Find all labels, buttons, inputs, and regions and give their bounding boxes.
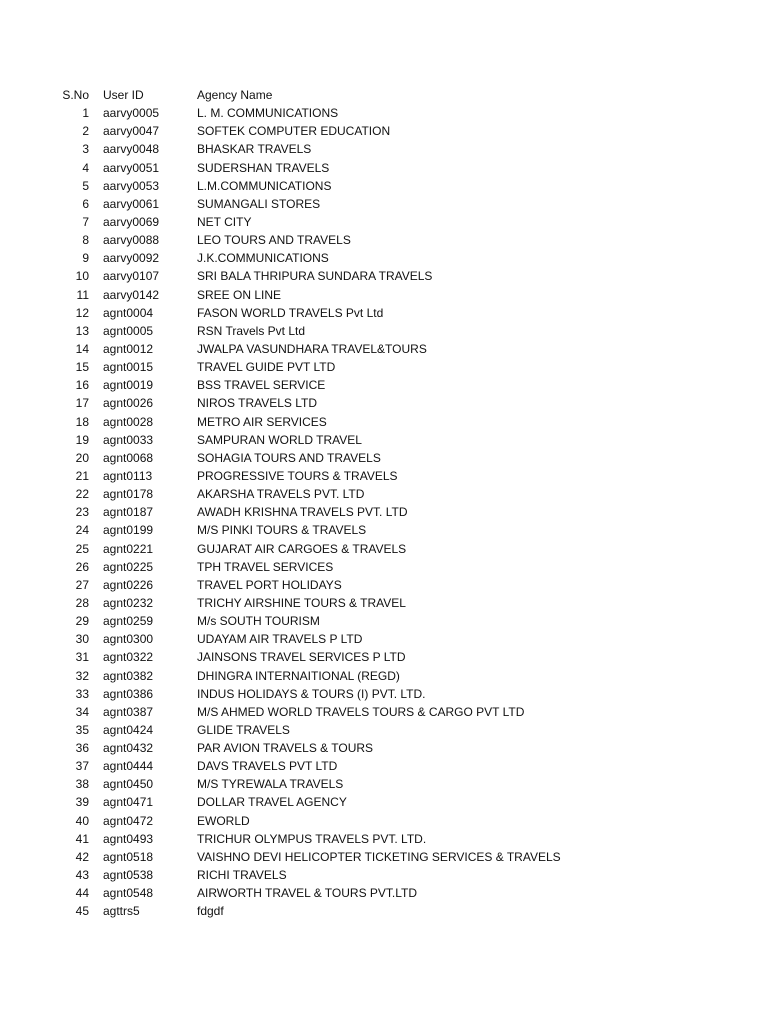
row-user-id: agnt0028 (103, 414, 154, 429)
table-row (0, 685, 768, 703)
row-user-id: aarvy0048 (103, 142, 160, 157)
row-agency-name: AIRWORTH TRAVEL & TOURS PVT.LTD (197, 886, 418, 901)
row-sno: 29 (75, 614, 89, 629)
table-row (0, 286, 768, 304)
row-sno: 26 (75, 559, 89, 574)
row-user-id: aarvy0092 (103, 251, 160, 266)
table-row (0, 358, 768, 376)
row-sno: 39 (75, 795, 89, 810)
row-sno: 35 (75, 722, 89, 737)
row-agency-name: DHINGRA INTERNAITIONAL (REGD) (197, 668, 400, 683)
row-user-id: agnt0004 (103, 305, 154, 320)
table-row (0, 431, 768, 449)
row-user-id: aarvy0142 (103, 287, 160, 302)
row-sno: 34 (75, 704, 89, 719)
row-sno: 18 (75, 414, 89, 429)
table-row (0, 902, 768, 920)
row-sno: 14 (75, 341, 89, 356)
row-user-id: agnt0068 (103, 450, 154, 465)
row-agency-name: SREE ON LINE (197, 287, 282, 302)
row-user-id: agnt0033 (103, 432, 154, 447)
row-user-id: agnt0226 (103, 577, 154, 592)
header-sno: S.No (62, 88, 89, 102)
row-user-id: agnt0387 (103, 704, 154, 719)
row-agency-name: BSS TRAVEL SERVICE (197, 378, 326, 393)
row-sno: 15 (75, 360, 89, 375)
row-user-id: agnt0322 (103, 650, 154, 665)
row-agency-name: METRO AIR SERVICES (197, 414, 327, 429)
row-user-id: agnt0259 (103, 614, 154, 629)
row-user-id: agnt0221 (103, 541, 154, 556)
table-row (0, 195, 768, 213)
row-user-id: agnt0300 (103, 632, 154, 647)
table-row (0, 812, 768, 830)
row-agency-name: PAR AVION TRAVELS & TOURS (197, 741, 374, 756)
row-user-id: agnt0450 (103, 777, 154, 792)
row-agency-name: TRICHY AIRSHINE TOURS & TRAVEL (197, 595, 406, 610)
row-agency-name: TRAVEL GUIDE PVT LTD (197, 360, 336, 375)
row-agency-name: SRI BALA THRIPURA SUNDARA TRAVELS (197, 269, 433, 284)
table-row (0, 376, 768, 394)
row-user-id: agnt0432 (103, 741, 154, 756)
table-row (0, 667, 768, 685)
row-agency-name: JAINSONS TRAVEL SERVICES P LTD (197, 650, 406, 665)
table-row (0, 485, 768, 503)
row-user-id: aarvy0107 (103, 269, 160, 284)
row-user-id: aarvy0047 (103, 124, 160, 139)
table-row (0, 830, 768, 848)
header-user-id: User ID (103, 88, 144, 102)
row-agency-name: NIROS TRAVELS LTD (197, 396, 318, 411)
row-sno: 16 (75, 378, 89, 393)
row-user-id: aarvy0069 (103, 214, 160, 229)
row-sno: 1 (82, 106, 89, 121)
row-agency-name: FASON WORLD TRAVELS Pvt Ltd (197, 305, 384, 320)
table-row (0, 612, 768, 630)
table-row (0, 793, 768, 811)
row-agency-name: INDUS HOLIDAYS & TOURS (I) PVT. LTD. (197, 686, 426, 701)
row-user-id: agnt0015 (103, 360, 154, 375)
row-sno: 38 (75, 777, 89, 792)
row-agency-name: M/S AHMED WORLD TRAVELS TOURS & CARGO PVT LTD (197, 704, 525, 719)
row-user-id: aarvy0088 (103, 233, 160, 248)
row-user-id: aarvy0053 (103, 178, 160, 193)
row-user-id: agnt0444 (103, 759, 154, 774)
row-sno: 37 (75, 759, 89, 774)
row-user-id: agnt0026 (103, 396, 154, 411)
table-row (0, 848, 768, 866)
row-sno: 12 (75, 305, 89, 320)
table-row (0, 721, 768, 739)
row-user-id: aarvy0061 (103, 196, 160, 211)
table-row (0, 866, 768, 884)
row-agency-name: EWORLD (197, 813, 250, 828)
row-agency-name: UDAYAM AIR TRAVELS P LTD (197, 632, 363, 647)
row-user-id: agnt0199 (103, 523, 154, 538)
row-sno: 8 (82, 233, 89, 248)
row-user-id: agnt0548 (103, 886, 154, 901)
table-row (0, 503, 768, 521)
row-agency-name: JWALPA VASUNDHARA TRAVEL&TOURS (197, 341, 427, 356)
row-agency-name: RICHI TRAVELS (197, 868, 287, 883)
row-user-id: agnt0382 (103, 668, 154, 683)
row-agency-name: AWADH KRISHNA TRAVELS PVT. LTD (197, 505, 408, 520)
row-sno: 7 (82, 214, 89, 229)
row-user-id: agnt0493 (103, 831, 154, 846)
table-row (0, 413, 768, 431)
row-sno: 10 (75, 269, 89, 284)
row-sno: 25 (75, 541, 89, 556)
row-sno: 19 (75, 432, 89, 447)
row-user-id: agnt0225 (103, 559, 154, 574)
row-sno: 9 (82, 251, 89, 266)
row-user-id: agnt0178 (103, 487, 154, 502)
row-sno: 44 (75, 886, 89, 901)
row-agency-name: DAVS TRAVELS PVT LTD (197, 759, 338, 774)
row-sno: 17 (75, 396, 89, 411)
row-sno: 36 (75, 741, 89, 756)
row-sno: 11 (76, 287, 89, 302)
row-agency-name: fdgdf (197, 904, 224, 919)
table-row (0, 267, 768, 285)
row-sno: 5 (82, 178, 89, 193)
table-body (0, 104, 768, 920)
row-user-id: agnt0472 (103, 813, 154, 828)
row-user-id: agnt0518 (103, 849, 154, 864)
table-row (0, 648, 768, 666)
row-sno: 23 (75, 505, 89, 520)
table-row (0, 775, 768, 793)
table-row (0, 467, 768, 485)
table-row (0, 213, 768, 231)
row-sno: 27 (75, 577, 89, 592)
row-user-id: agnt0012 (103, 341, 154, 356)
table-row (0, 159, 768, 177)
table-row (0, 231, 768, 249)
row-sno: 21 (75, 468, 89, 483)
row-sno: 22 (75, 487, 89, 502)
row-sno: 6 (82, 196, 89, 211)
row-agency-name: DOLLAR TRAVEL AGENCY (197, 795, 347, 810)
row-user-id: agnt0005 (103, 323, 154, 338)
table-row (0, 540, 768, 558)
row-agency-name: M/s SOUTH TOURISM (197, 614, 320, 629)
row-user-id: aarvy0005 (103, 106, 160, 121)
row-agency-name: VAISHNO DEVI HELICOPTER TICKETING SERVICES & TRAVELS (197, 849, 561, 864)
row-agency-name: BHASKAR TRAVELS (197, 142, 312, 157)
row-sno: 42 (75, 849, 89, 864)
row-user-id: agnt0538 (103, 868, 154, 883)
row-agency-name: SOFTEK COMPUTER EDUCATION (197, 124, 391, 139)
header-agency-name: Agency Name (197, 88, 273, 102)
table-row (0, 340, 768, 358)
table-row (0, 757, 768, 775)
table-row (0, 104, 768, 122)
table-row (0, 521, 768, 539)
row-sno: 20 (75, 450, 89, 465)
row-user-id: agnt0187 (103, 505, 154, 520)
table-header-row (0, 86, 768, 104)
row-agency-name: L.M.COMMUNICATIONS (197, 178, 332, 193)
row-sno: 32 (75, 668, 89, 683)
row-agency-name: TRICHUR OLYMPUS TRAVELS PVT. LTD. (197, 831, 427, 846)
table-row (0, 739, 768, 757)
row-user-id: aarvy0051 (103, 160, 160, 175)
row-agency-name: SUDERSHAN TRAVELS (197, 160, 330, 175)
row-sno: 31 (75, 650, 89, 665)
row-agency-name: RSN Travels Pvt Ltd (197, 323, 306, 338)
table-row (0, 449, 768, 467)
row-sno: 40 (75, 813, 89, 828)
row-sno: 45 (75, 904, 89, 919)
table-row (0, 594, 768, 612)
row-sno: 28 (75, 595, 89, 610)
row-user-id: agnt0424 (103, 722, 154, 737)
row-agency-name: TRAVEL PORT HOLIDAYS (197, 577, 342, 592)
row-agency-name: TPH TRAVEL SERVICES (197, 559, 334, 574)
row-sno: 30 (75, 632, 89, 647)
row-sno: 2 (82, 124, 89, 139)
row-user-id: agnt0232 (103, 595, 154, 610)
row-agency-name: AKARSHA TRAVELS PVT. LTD (197, 487, 365, 502)
row-user-id: agnt0386 (103, 686, 154, 701)
row-agency-name: LEO TOURS AND TRAVELS (197, 233, 351, 248)
table-row (0, 177, 768, 195)
row-agency-name: M/S PINKI TOURS & TRAVELS (197, 523, 367, 538)
row-agency-name: SOHAGIA TOURS AND TRAVELS (197, 450, 381, 465)
row-agency-name: GLIDE TRAVELS (197, 722, 290, 737)
row-user-id: agnt0019 (103, 378, 154, 393)
row-agency-name: J.K.COMMUNICATIONS (197, 251, 329, 266)
table-row (0, 249, 768, 267)
row-agency-name: L. M. COMMUNICATIONS (197, 106, 339, 121)
table-row (0, 630, 768, 648)
row-agency-name: NET CITY (197, 214, 252, 229)
row-user-id: agnt0113 (103, 468, 153, 483)
table-row (0, 576, 768, 594)
row-agency-name: GUJARAT AIR CARGOES & TRAVELS (197, 541, 407, 556)
table-row (0, 122, 768, 140)
row-sno: 3 (82, 142, 89, 157)
table-row (0, 140, 768, 158)
table-row (0, 394, 768, 412)
row-agency-name: SUMANGALI STORES (197, 196, 321, 211)
table-row (0, 703, 768, 721)
row-sno: 13 (75, 323, 89, 338)
table-row (0, 304, 768, 322)
row-user-id: agnt0471 (103, 795, 154, 810)
row-sno: 4 (82, 160, 89, 175)
table-row (0, 884, 768, 902)
row-user-id: agttrs5 (103, 904, 140, 919)
table-row (0, 322, 768, 340)
row-sno: 41 (75, 831, 89, 846)
row-agency-name: SAMPURAN WORLD TRAVEL (197, 432, 362, 447)
row-agency-name: M/S TYREWALA TRAVELS (197, 777, 344, 792)
row-sno: 24 (75, 523, 89, 538)
agency-table (0, 86, 768, 920)
row-sno: 33 (75, 686, 89, 701)
table-row (0, 558, 768, 576)
row-sno: 43 (75, 868, 89, 883)
row-agency-name: PROGRESSIVE TOURS & TRAVELS (197, 468, 398, 483)
